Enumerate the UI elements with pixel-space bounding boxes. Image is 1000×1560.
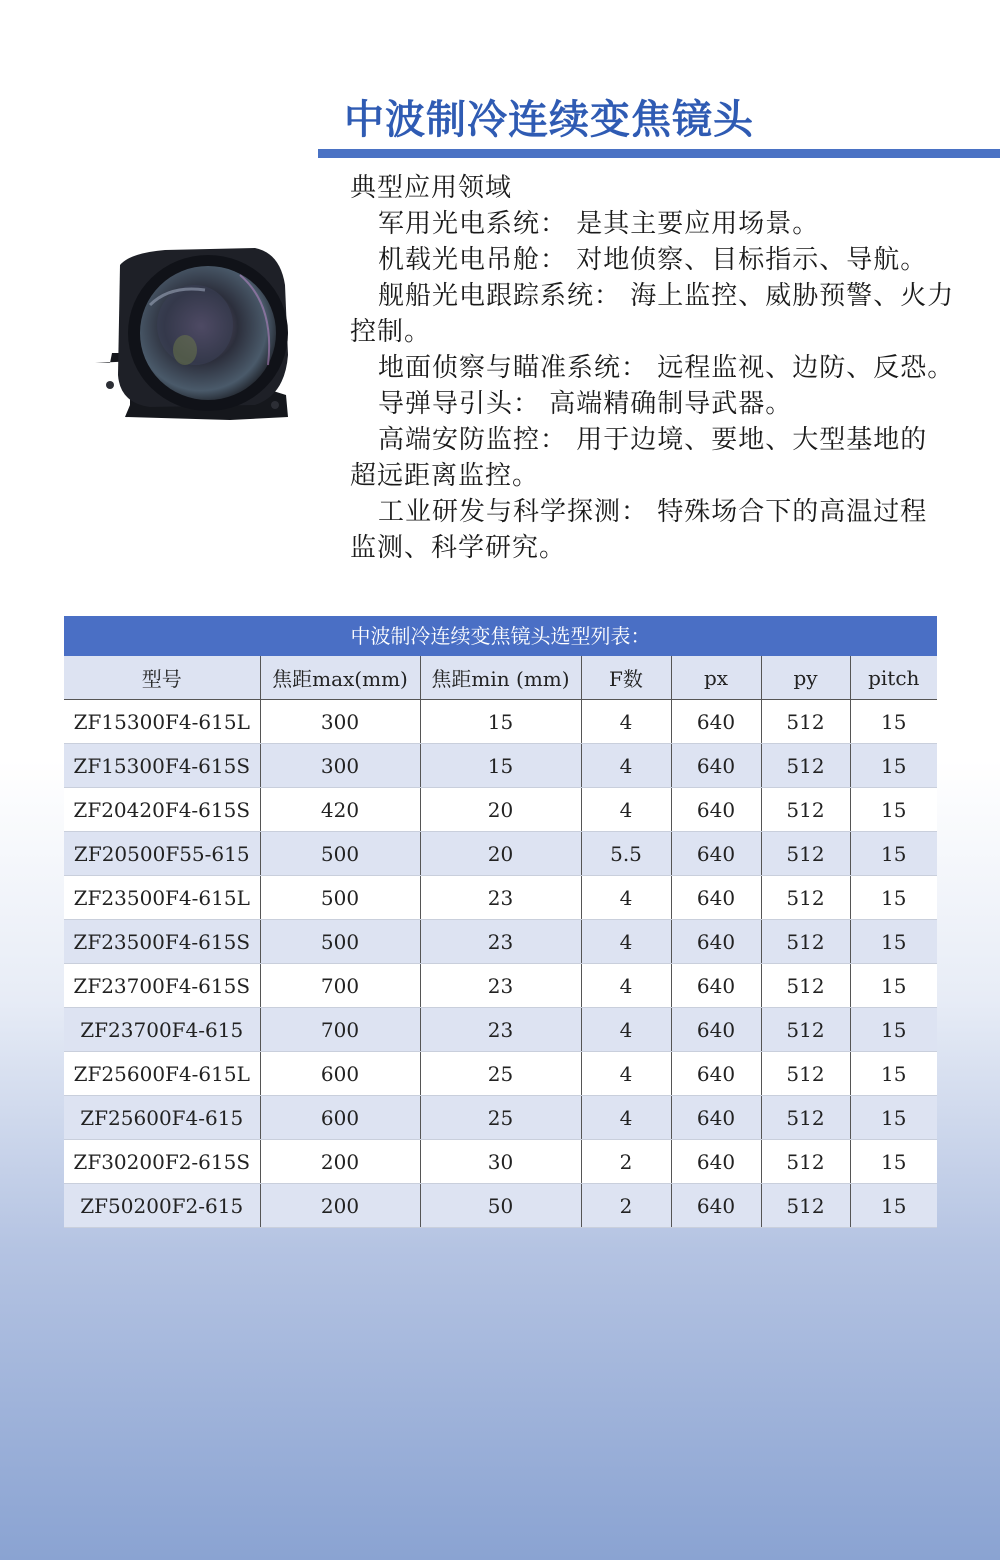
column-header: px: [671, 656, 761, 700]
table-row: [64, 1140, 937, 1184]
table-cell: 4: [581, 788, 671, 832]
table-cell: ZF20420F4-615S: [64, 788, 260, 832]
table-cell: 640: [671, 832, 761, 876]
table-cell: 512: [761, 920, 850, 964]
table-cell: 2: [581, 1184, 671, 1228]
column-header: F数: [581, 656, 671, 700]
table-cell: 23: [420, 876, 581, 920]
table-cell: 4: [581, 964, 671, 1008]
table-cell: ZF23700F4-615: [64, 1008, 260, 1052]
column-header: py: [761, 656, 850, 700]
table-row: [64, 1052, 937, 1096]
table-cell: 640: [671, 876, 761, 920]
table-cell: 640: [671, 1052, 761, 1096]
table-cell: 512: [761, 832, 850, 876]
column-header: 焦距min (mm): [420, 656, 581, 700]
table-row: [64, 1184, 937, 1228]
table-cell: 500: [260, 876, 420, 920]
application-line: 高端安防监控： 用于边境、要地、大型基地的: [378, 425, 928, 455]
table-cell: 200: [260, 1140, 420, 1184]
column-header: pitch: [850, 656, 937, 700]
table-cell: 700: [260, 964, 420, 1008]
table-cell: 500: [260, 920, 420, 964]
table-cell: ZF30200F2-615S: [64, 1140, 260, 1184]
table-cell: 512: [761, 788, 850, 832]
table-cell: 15: [850, 700, 937, 744]
table-row: [64, 832, 937, 876]
table-row: [64, 788, 937, 832]
table-cell: 15: [850, 832, 937, 876]
table-cell: 512: [761, 876, 850, 920]
table-row: [64, 920, 937, 964]
table-row: [64, 744, 937, 788]
table-cell: 4: [581, 1052, 671, 1096]
table-cell: 640: [671, 1140, 761, 1184]
table-cell: 300: [260, 700, 420, 744]
table-cell: 23: [420, 964, 581, 1008]
application-line: 控制。: [350, 317, 432, 347]
application-line: 监测、科学研究。: [350, 533, 567, 563]
table-row: [64, 964, 937, 1008]
table-cell: 640: [671, 1008, 761, 1052]
table-cell: 20: [420, 788, 581, 832]
table-cell: 30: [420, 1140, 581, 1184]
page-title: 中波制冷连续变焦镜头: [344, 97, 754, 143]
table-cell: 640: [671, 744, 761, 788]
table-cell: 15: [420, 700, 581, 744]
table-cell: 512: [761, 1052, 850, 1096]
table-row: [64, 700, 937, 744]
table-cell: 4: [581, 1008, 671, 1052]
applications-section: [350, 170, 1000, 566]
table-cell: 4: [581, 744, 671, 788]
table-cell: 200: [260, 1184, 420, 1228]
application-line: 导弹导引头： 高端精确制导武器。: [378, 389, 793, 419]
table-body: [64, 700, 937, 1228]
table-cell: ZF20500F55-615: [64, 832, 260, 876]
table-cell: 4: [581, 700, 671, 744]
table-header-row: [64, 656, 937, 700]
selection-table: [64, 656, 937, 1228]
table-cell: 15: [850, 1184, 937, 1228]
table-cell: 512: [761, 1008, 850, 1052]
table-cell: 15: [850, 788, 937, 832]
table-cell: ZF25600F4-615: [64, 1096, 260, 1140]
table-cell: 640: [671, 1184, 761, 1228]
table-cell: ZF25600F4-615L: [64, 1052, 260, 1096]
table-cell: 600: [260, 1096, 420, 1140]
table-row: [64, 1096, 937, 1140]
table-cell: 4: [581, 920, 671, 964]
table-row: [64, 876, 937, 920]
table-cell: 640: [671, 920, 761, 964]
table-cell: ZF50200F2-615: [64, 1184, 260, 1228]
table-cell: 640: [671, 700, 761, 744]
table-cell: 640: [671, 964, 761, 1008]
title-underline: [318, 149, 1000, 158]
table-cell: 15: [850, 1008, 937, 1052]
application-line: 超远距离监控。: [350, 461, 540, 491]
table-cell: 512: [761, 744, 850, 788]
table-cell: 512: [761, 700, 850, 744]
table-cell: 20: [420, 832, 581, 876]
application-line: 机载光电吊舱： 对地侦察、目标指示、导航。: [378, 245, 928, 275]
table-cell: 512: [761, 1096, 850, 1140]
table-cell: ZF15300F4-615S: [64, 744, 260, 788]
table-cell: ZF23700F4-615S: [64, 964, 260, 1008]
table-cell: 4: [581, 1096, 671, 1140]
table-cell: 500: [260, 832, 420, 876]
table-cell: 15: [850, 876, 937, 920]
table-cell: 700: [260, 1008, 420, 1052]
table-cell: 15: [850, 964, 937, 1008]
table-cell: 15: [850, 1052, 937, 1096]
table-cell: 512: [761, 1140, 850, 1184]
table-row: [64, 1008, 937, 1052]
table-cell: 600: [260, 1052, 420, 1096]
table-cell: 23: [420, 920, 581, 964]
table-cell: 420: [260, 788, 420, 832]
table-cell: ZF23500F4-615S: [64, 920, 260, 964]
thermal-lens-photo: [90, 245, 295, 425]
application-line: 舰船光电跟踪系统： 海上监控、威胁预警、火力: [378, 281, 955, 311]
table-cell: 15: [850, 1140, 937, 1184]
application-line: 地面侦察与瞄准系统： 远程监视、边防、反恐。: [378, 353, 955, 383]
table-cell: 640: [671, 1096, 761, 1140]
column-header: 型号: [64, 656, 260, 700]
table-cell: 25: [420, 1096, 581, 1140]
table-cell: ZF15300F4-615L: [64, 700, 260, 744]
application-line: 工业研发与科学探测： 特殊场合下的高温过程: [378, 497, 928, 527]
selection-table-section: [64, 616, 937, 1228]
table-cell: 640: [671, 788, 761, 832]
table-cell: ZF23500F4-615L: [64, 876, 260, 920]
table-title: 中波制冷连续变焦镜头选型列表：: [64, 616, 937, 656]
application-line: 军用光电系统： 是其主要应用场景。: [378, 209, 820, 239]
table-cell: 15: [420, 744, 581, 788]
table-cell: 300: [260, 744, 420, 788]
table-cell: 15: [850, 920, 937, 964]
table-cell: 15: [850, 1096, 937, 1140]
table-cell: 4: [581, 876, 671, 920]
table-cell: 2: [581, 1140, 671, 1184]
table-cell: 512: [761, 964, 850, 1008]
table-cell: 25: [420, 1052, 581, 1096]
table-cell: 15: [850, 744, 937, 788]
applications-heading: 典型应用领域: [350, 173, 513, 203]
column-header: 焦距max(mm): [260, 656, 420, 700]
table-cell: 5.5: [581, 832, 671, 876]
table-cell: 23: [420, 1008, 581, 1052]
table-cell: 512: [761, 1184, 850, 1228]
table-cell: 50: [420, 1184, 581, 1228]
